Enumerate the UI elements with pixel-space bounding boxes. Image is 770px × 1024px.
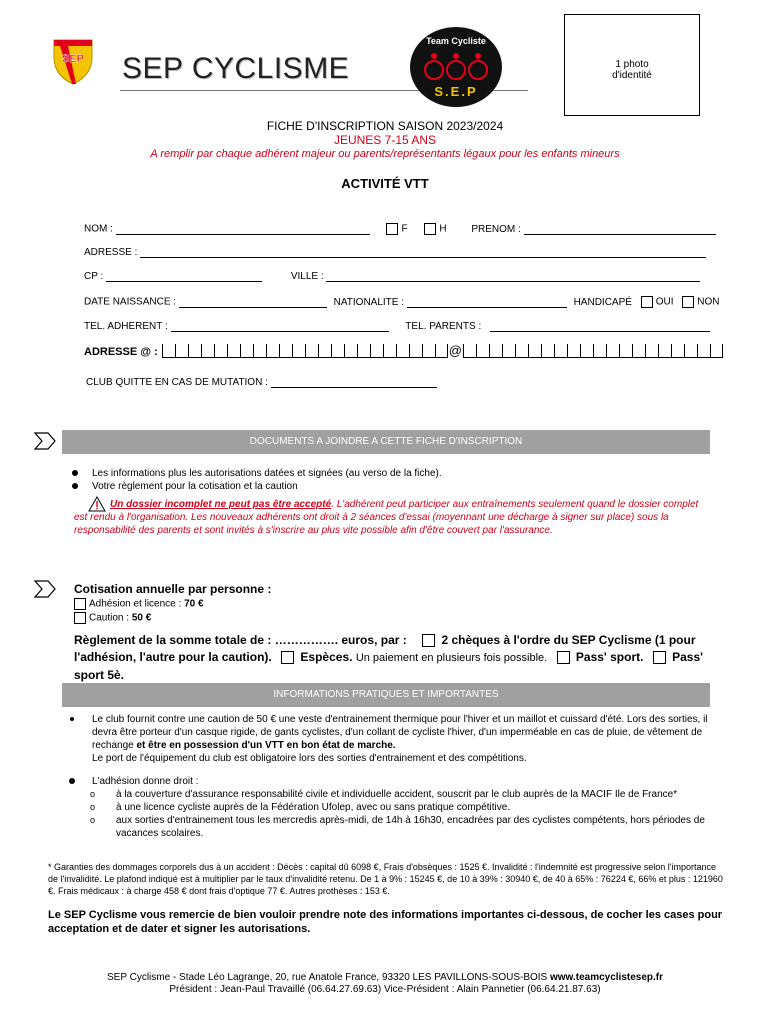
- prenom-label: PRENOM :: [471, 223, 521, 235]
- equipment-text: Le club fournit contre une caution de 50 € une veste d'entrainement thermique pour l'hiver et un maillot et cuissard d'été. Lors des sorties, il devra être porteur d'un casque rigide, de gants cyclistes, d'un collant de cycliste l'hiver, d'un imperméable en cas de pluie, de vêtement de rechange: [92, 714, 708, 751]
- email-row: [84, 343, 723, 358]
- email-char-cell[interactable]: [476, 344, 489, 358]
- sex-f-label: F: [401, 223, 408, 235]
- email-char-cell[interactable]: [463, 344, 476, 358]
- email-char-cell[interactable]: [344, 344, 357, 358]
- list-item: Les informations plus les autorisations datées et signées (au verso de la fiche).: [72, 467, 442, 480]
- pass-sport5-checkbox[interactable]: [653, 651, 666, 664]
- nom-field[interactable]: [116, 225, 370, 235]
- pass-sport-label: Pass' sport.: [575, 650, 644, 664]
- sex-h-checkbox[interactable]: [424, 223, 436, 235]
- sub-item: o aux sorties d'entrainement tous les mercredis après-midi, de 14h à 16h30, encadrées par des cyclistes compétents, hors périodes de vacances scolaires.: [66, 814, 726, 840]
- equipment-strong: et être en possession d'un VTT en bon état de marche.: [136, 740, 396, 751]
- documents-bar: DOCUMENTS A JOINDRE A CETTE FICHE D'INSCRIPTION: [62, 430, 710, 454]
- adhesion-row: [74, 598, 204, 610]
- email-char-cell[interactable]: [697, 344, 710, 358]
- list-item: [66, 775, 726, 840]
- cp-field[interactable]: [106, 272, 262, 282]
- caution-price: 50 €: [131, 612, 152, 624]
- especes-label: Espèces.: [300, 650, 353, 664]
- handicape-oui-checkbox[interactable]: [641, 296, 653, 308]
- email-char-cell[interactable]: [435, 344, 448, 358]
- email-char-cell[interactable]: [357, 344, 370, 358]
- pass-sport-checkbox[interactable]: [557, 651, 570, 664]
- email-char-cell[interactable]: [645, 344, 658, 358]
- caution-row: [74, 612, 151, 624]
- page-title: SEP CYCLISME: [122, 52, 350, 85]
- email-char-cell[interactable]: [370, 344, 383, 358]
- pass-sport5-label: Pass' sport 5è.: [74, 650, 704, 682]
- activity-title: ACTIVITÉ VTT: [341, 176, 429, 191]
- date-naissance-field[interactable]: [179, 298, 327, 308]
- email-char-cell[interactable]: [489, 344, 502, 358]
- club-quitte-label: CLUB QUITTE EN CAS DE MUTATION :: [86, 377, 268, 388]
- sep-logo-text: SEP: [61, 53, 85, 65]
- email-char-cell[interactable]: [292, 344, 305, 358]
- footer-website-link[interactable]: www.teamcyclistesep.fr: [550, 972, 664, 983]
- chevron-right-icon: [34, 580, 56, 598]
- email-char-cell[interactable]: [502, 344, 515, 358]
- reglement-paragraph: [74, 632, 734, 684]
- email-label: ADRESSE @ :: [84, 346, 158, 358]
- cheques-checkbox[interactable]: [422, 634, 435, 647]
- sex-f-checkbox[interactable]: [386, 223, 398, 235]
- email-char-cell[interactable]: [214, 344, 227, 358]
- email-char-cell[interactable]: [658, 344, 671, 358]
- email-char-cell[interactable]: [422, 344, 435, 358]
- club-quitte-field[interactable]: [271, 378, 437, 388]
- informations-list: [66, 713, 726, 850]
- incomplete-warning: [74, 498, 710, 537]
- especes-checkbox[interactable]: [281, 651, 294, 664]
- reglement-label: Règlement de la somme totale de : ……………. euros, par :: [74, 633, 407, 647]
- email-char-cell[interactable]: [593, 344, 606, 358]
- tel-parents-field[interactable]: [490, 322, 710, 332]
- email-char-cell[interactable]: [253, 344, 266, 358]
- email-char-cell[interactable]: [671, 344, 684, 358]
- email-char-cell[interactable]: [606, 344, 619, 358]
- email-char-cell[interactable]: [201, 344, 214, 358]
- email-char-cell[interactable]: [541, 344, 554, 358]
- ville-field[interactable]: [326, 272, 700, 282]
- cp-row: [84, 271, 700, 282]
- nom-label: NOM :: [84, 223, 113, 235]
- tel-row: [84, 321, 710, 332]
- nom-row: [84, 223, 716, 235]
- photo-box-line: d'identité: [612, 70, 652, 81]
- email-char-cell[interactable]: [567, 344, 580, 358]
- footer-officers: Président : Jean-Paul Travaillé (06.64.27.69.63) Vice-Président : Alain Pannetier (06.64.21.87.63): [169, 984, 601, 995]
- photo-box: [564, 14, 700, 116]
- email-at-sign: @: [448, 343, 462, 358]
- email-char-cell[interactable]: [240, 344, 253, 358]
- handicape-label: HANDICAPÉ: [573, 296, 632, 308]
- nationalite-field[interactable]: [407, 298, 567, 308]
- caution-label: Caution :: [89, 612, 132, 624]
- documents-list: [72, 467, 442, 493]
- informations-bar: INFORMATIONS PRATIQUES ET IMPORTANTES: [62, 683, 710, 707]
- handicape-non-checkbox[interactable]: [682, 296, 694, 308]
- adresse-label: ADRESSE :: [84, 247, 138, 258]
- equipment-note: Le port de l'équipement du club est obligatoire lors des sorties d'entrainement et des compétitions.: [92, 753, 527, 764]
- email-char-cell[interactable]: [266, 344, 279, 358]
- ville-label: VILLE :: [290, 271, 324, 282]
- date-naissance-label: DATE NAISSANCE :: [84, 296, 177, 308]
- email-char-cell[interactable]: [383, 344, 396, 358]
- cheques-label: 2 chèques à l'ordre du SEP Cyclisme (1 pour l'adhésion, l'autre pour la caution).: [74, 633, 696, 664]
- cotisation-title: Cotisation annuelle par personne :: [74, 582, 272, 596]
- age-group: JEUNES 7-15 ANS: [333, 133, 437, 147]
- tel-adherent-label: TEL. ADHERENT :: [84, 321, 168, 332]
- fill-instructions: A remplir par chaque adhérent majeur ou parents/représentants légaux pour les enfants mineurs: [150, 148, 620, 160]
- email-char-cell[interactable]: [175, 344, 188, 358]
- team-logo-top-text: Team Cycliste: [426, 36, 486, 46]
- adhesion-rights-title: L'adhésion donne droit :: [92, 776, 199, 787]
- email-char-cell[interactable]: [554, 344, 567, 358]
- email-char-cell[interactable]: [227, 344, 240, 358]
- list-item: [66, 713, 726, 765]
- handicape-non-label: NON: [697, 296, 720, 308]
- email-char-cell[interactable]: [279, 344, 292, 358]
- adhesion-price: 70 €: [184, 598, 204, 610]
- adhesion-checkbox[interactable]: [74, 598, 86, 610]
- cp-label: CP :: [84, 271, 104, 282]
- email-char-cell[interactable]: [318, 344, 331, 358]
- nationalite-label: NATIONALITE :: [333, 296, 405, 308]
- thanks-note: Le SEP Cyclisme vous remercie de bien vouloir prendre note des informations importantes ci-dessous, de cocher les cases pour acceptation et de dater et signer les autorisations.: [48, 909, 723, 935]
- email-char-cell[interactable]: [528, 344, 541, 358]
- chevron-right-icon: [34, 432, 56, 450]
- caution-checkbox[interactable]: [74, 612, 86, 624]
- email-char-cell[interactable]: [580, 344, 593, 358]
- form-heading: FICHE D'INSCRIPTION SAISON 2023/2024: [266, 119, 504, 133]
- email-char-cell[interactable]: [188, 344, 201, 358]
- email-domain-cells[interactable]: [463, 344, 723, 358]
- email-char-cell[interactable]: [162, 344, 175, 358]
- sub-item: o à une licence cycliste auprès de la Fédération Ufolep, avec ou sans pratique compétitive.: [66, 801, 726, 814]
- adhesion-label: Adhésion et licence :: [89, 598, 185, 610]
- email-char-cell[interactable]: [515, 344, 528, 358]
- email-char-cell[interactable]: [396, 344, 409, 358]
- email-char-cell[interactable]: [331, 344, 344, 358]
- sep-logo: [50, 36, 96, 86]
- email-local-cells[interactable]: [162, 344, 448, 358]
- footer-address: [0, 972, 770, 984]
- email-char-cell[interactable]: [305, 344, 318, 358]
- club-quitte-row: [86, 377, 437, 388]
- footer: [0, 972, 770, 996]
- email-char-cell[interactable]: [684, 344, 697, 358]
- email-char-cell[interactable]: [619, 344, 632, 358]
- adresse-field[interactable]: [140, 248, 706, 258]
- handicape-oui-label: OUI: [655, 296, 674, 308]
- prenom-field[interactable]: [524, 225, 716, 235]
- footer-address-text: SEP Cyclisme - Stade Léo Lagrange, 20, rue Anatole France, 93320 LES PAVILLONS-SOUS-BOIS: [106, 972, 550, 983]
- tel-adherent-field[interactable]: [171, 322, 389, 332]
- list-item: Votre règlement pour la cotisation et la caution: [72, 480, 442, 493]
- team-cycliste-logo: [408, 26, 504, 108]
- tel-parents-label: TEL. PARENTS :: [405, 321, 482, 332]
- email-char-cell[interactable]: [710, 344, 723, 358]
- warning-text: . L'adhérent peut participer aux entraînements seulement quand le dossier complet est rendu à l'organisation. Les nouveaux adhérents ont droit à 2 séances d'essai (moyennant une décharge à signer sur place) sous la responsabilité des parents et sont invités à s'inscrire au plus vite possible afin d'être couvert par l'assurance.: [74, 499, 699, 536]
- adresse-row: [84, 247, 706, 258]
- team-logo-bottom-text: S.E.P: [434, 84, 478, 99]
- warning-strong: Un dossier incomplet ne peut pas être accepté: [110, 499, 332, 510]
- photo-box-line: 1 photo: [615, 59, 649, 70]
- insurance-footnote: * Garanties des dommages corporels dus à un accident : Décès : capital dû 6098 €, Frais d'obsèques : 1525 €. Invalidité : l'indemnité est progressive selon l'importance de l'invalidité. Le plafond indiqué est à multiplier par le taux d'invalidité retenu. De 1 à 9% : 15245 €, de 10 à 39% : 30940 €, de 40 à 65% : 76224 €, 66% et plus : 121960 €. Frais médicaux : à charge 458 € dont frais d'optique 77 €. Autres prothèses : 153 €.: [48, 862, 723, 896]
- sex-h-label: H: [439, 223, 447, 235]
- naissance-row: [84, 296, 720, 308]
- paiement-note: Un paiement en plusieurs fois possible.: [355, 652, 548, 664]
- sub-item: o à la couverture d'assurance responsabilité civile et individuelle accident, souscrit par le club auprès de la MACIF Ile de France*: [66, 788, 726, 801]
- email-char-cell[interactable]: [409, 344, 422, 358]
- email-char-cell[interactable]: [632, 344, 645, 358]
